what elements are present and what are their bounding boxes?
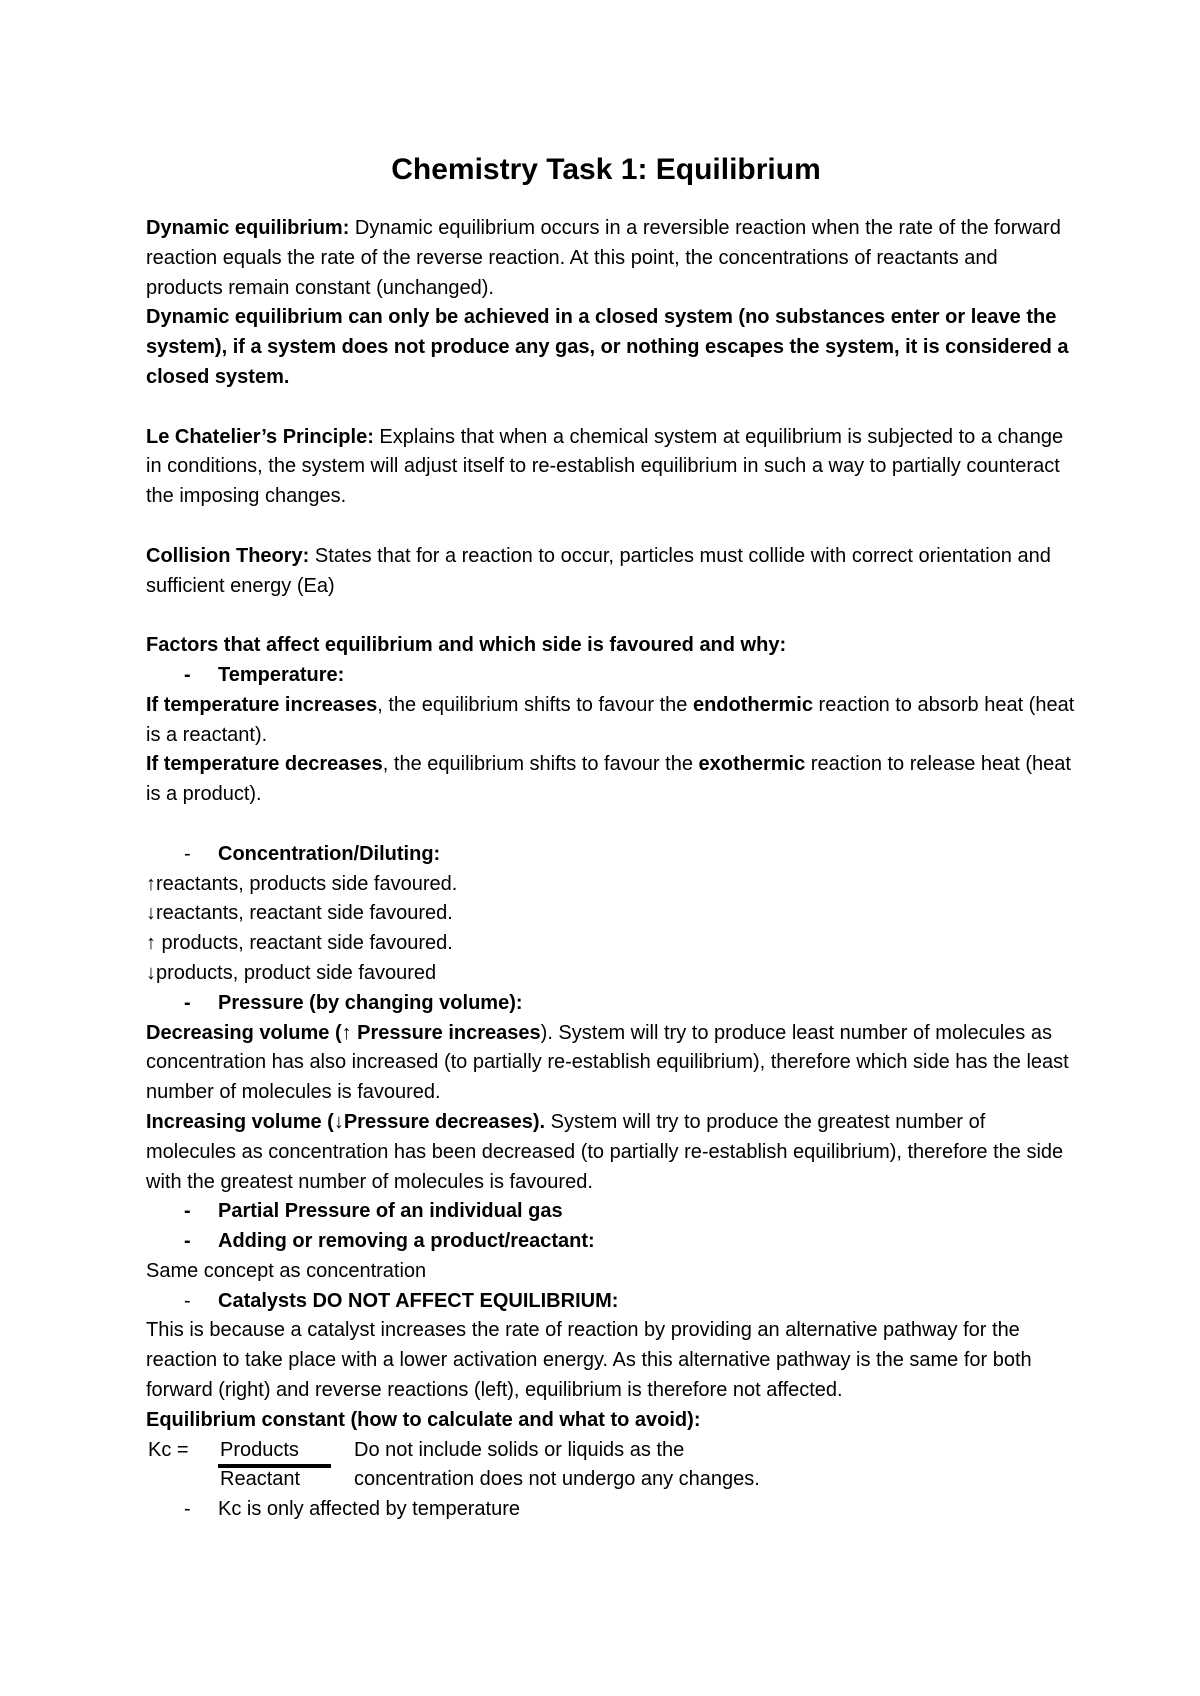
le-chatelier-paragraph [146,423,1076,512]
kc-note-line: concentration does not undergo any changes. [354,1468,760,1491]
pressure-increase-volume-paragraph [146,1108,1076,1197]
concentration-heading: Concentration/Diluting: [218,842,441,865]
concentration-bullet [184,840,1076,870]
temp-decrease-mid: , the equilibrium shifts to favour the [382,753,699,776]
page-title: Chemistry Task 1: Equilibrium [391,153,821,186]
endothermic-keyword: endothermic [692,693,813,716]
temperature-decrease-paragraph [146,750,1076,810]
bullet-dash: - [184,1200,191,1223]
exothermic-keyword: exothermic [698,753,806,776]
kc-label: Kc = [148,1438,189,1461]
adding-removing-body: Same concept as concentration [146,1259,427,1282]
bullet-dash: - [184,1289,191,1312]
kc-spacer [146,1465,220,1495]
temp-increase-tail: reaction to absorb heat (heat is a reactant). [146,693,1075,746]
partial-pressure-heading: Partial Pressure of an individual gas [218,1200,563,1223]
temperature-increase-paragraph [146,691,1076,751]
increasing-volume-lead: Increasing volume (↓Pressure decreases). [146,1110,546,1133]
temperature-bullet [184,661,1076,691]
collision-theory-paragraph [146,542,1076,602]
dynamic-term: Dynamic equilibrium: [146,217,350,239]
kc-numerator: Products [220,1438,299,1461]
kc-denominator: Reactant [220,1468,301,1491]
catalysts-bullet [184,1287,1076,1317]
decreasing-volume-body: ). System will try to produce least number of molecules as concentration has also increased (to partially re-establish equilibrium), therefore which side has the least number of molecules is favoured. [146,1021,1069,1104]
spacer [146,810,1076,840]
catalysts-heading: Catalysts DO NOT AFFECT EQUILIBRIUM: [218,1289,619,1312]
equilibrium-constant-heading: Equilibrium constant (how to calculate and what to avoid): [146,1408,701,1431]
spacer [146,393,1076,423]
dynamic-body: Dynamic equilibrium occurs in a reversible reaction when the rate of the forward reaction equals the rate of the reverse reaction. At this point, the concentrations of reactants and products remain constant (unchanged). [146,217,1061,299]
kc-temperature-text: Kc is only affected by temperature [218,1498,521,1521]
collision-body: States that for a reaction to occur, particles must collide with correct orientation and sufficient energy (Ea) [146,544,1051,597]
temp-decrease-tail: reaction to release heat (heat is a product). [146,753,1071,806]
temp-decrease-lead: If temperature decreases [146,753,383,776]
pressure-decrease-volume-paragraph [146,1019,1076,1108]
concentration-line: ↓products, product side favoured [146,961,437,984]
adding-removing-bullet [184,1227,1076,1257]
bullet-dash: - [184,842,191,865]
bullet-dash: - [184,1498,191,1521]
kc-formula-row [146,1465,1076,1495]
le-chatelier-term: Le Chatelier’s Principle: [146,425,374,448]
temperature-heading: Temperature: [218,663,345,686]
partial-pressure-bullet [184,1197,1076,1227]
pressure-heading: Pressure (by changing volume): [218,991,523,1014]
concentration-line: ↑reactants, products side favoured. [146,872,458,895]
concentration-line: ↑ products, reactant side favoured. [146,932,453,955]
temp-increase-mid: , the equilibrium shifts to favour the [377,693,693,716]
temp-increase-lead: If temperature increases [146,693,378,716]
spacer [146,512,1076,542]
bullet-dash: - [184,991,191,1014]
bullet-dash: - [184,663,191,686]
pressure-bullet [184,989,1076,1019]
collision-term: Collision Theory: [146,544,310,567]
concentration-line: ↓reactants, reactant side favoured. [146,902,453,925]
kc-temperature-bullet [184,1495,1076,1525]
dynamic-equilibrium-paragraph [146,214,1076,303]
decreasing-volume-lead: Decreasing volume (↑ Pressure increases [146,1021,541,1044]
document-body [146,150,1076,1525]
bullet-dash: - [184,1230,191,1253]
factors-heading: Factors that affect equilibrium and which side is favoured and why: [146,634,787,657]
closed-system-note: Dynamic equilibrium can only be achieved in a closed system (no substances enter or leave the system), if a system does not produce any gas, or nothing escapes the system, it is considered a closed system. [146,306,1069,388]
adding-removing-heading: Adding or removing a product/reactant: [218,1230,595,1253]
le-chatelier-body: Explains that when a chemical system at equilibrium is subjected to a change in conditions, the system will adjust itself to re-establish equilibrium in such a way to partially counteract the imposing changes. [146,425,1064,508]
increasing-volume-body: System will try to produce the greatest number of molecules as concentration has been decreased (to partially re-establish equilibrium), therefore the side with the greatest number of molecules is favoured. [146,1110,1064,1193]
catalysts-body: This is because a catalyst increases the rate of reaction by providing an alternative pathway for the reaction to take place with a lower activation energy. As this alternative pathway is the same for both forward (right) and reverse reactions (left), equilibrium is therefore not affected. [146,1319,1032,1402]
kc-formula-row [146,1436,1076,1466]
spacer [146,601,1076,631]
kc-note-line: Do not include solids or liquids as the [354,1438,685,1461]
